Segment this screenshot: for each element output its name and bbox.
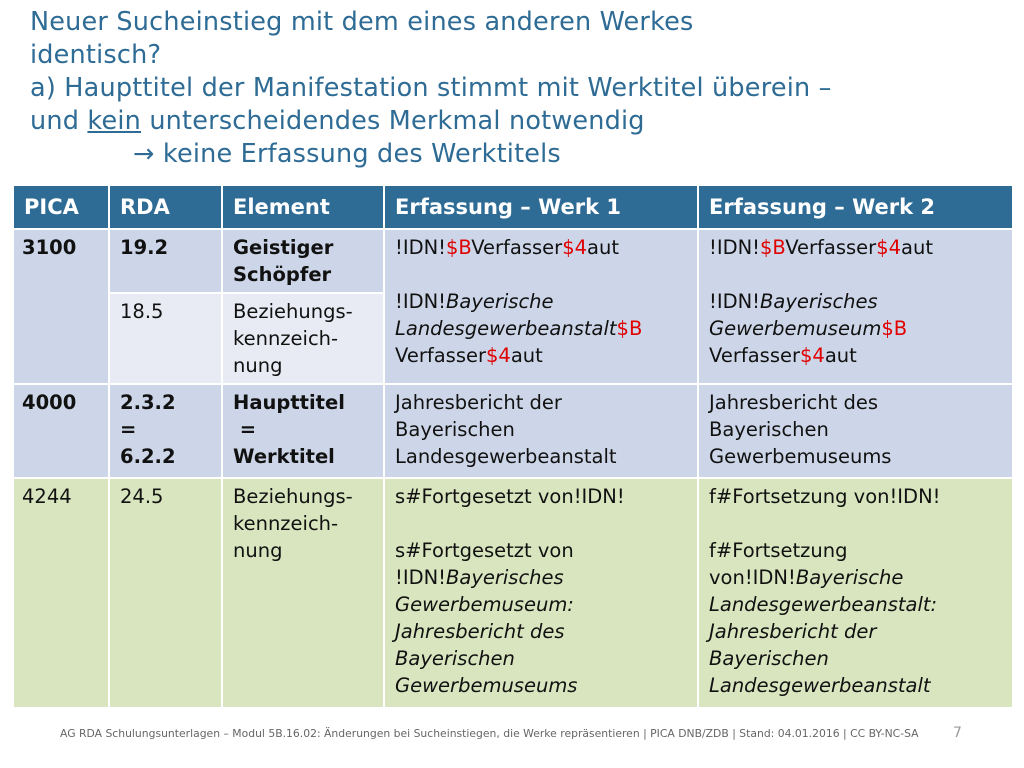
subfield-code: $B bbox=[760, 236, 786, 259]
werk1-field-a bbox=[395, 234, 687, 261]
element-line: = bbox=[233, 418, 257, 441]
cell-werk1-3100 bbox=[384, 229, 698, 384]
text-segment: Verfasser bbox=[395, 344, 486, 367]
text-segment: von!IDN! bbox=[709, 566, 796, 589]
header-werk1: Erfassung – Werk 1 bbox=[384, 185, 698, 229]
italic-segment: Bayerisches bbox=[760, 290, 878, 313]
table-row-3100 bbox=[13, 229, 1013, 293]
werk2-line: Jahresbericht des bbox=[709, 391, 879, 414]
cell-pica-4244: 4244 bbox=[13, 478, 109, 708]
spacer bbox=[709, 510, 1002, 537]
werk2-line: f#Fortsetzung bbox=[709, 539, 848, 562]
italic-line: Jahresbericht des bbox=[395, 620, 565, 643]
cell-rda-18-5: 18.5 bbox=[109, 293, 222, 384]
right-arrow-icon: → bbox=[133, 139, 155, 169]
italic-line: Bayerischen bbox=[395, 647, 515, 670]
header-pica: PICA bbox=[13, 185, 109, 229]
subfield-code: $4 bbox=[800, 344, 825, 367]
werk1-line: Jahresbericht der bbox=[395, 391, 562, 414]
text-segment: Verfasser bbox=[785, 236, 877, 259]
werk2-line: Bayerischen bbox=[709, 418, 829, 441]
element-line: Werktitel bbox=[233, 445, 335, 468]
text-segment: aut bbox=[824, 344, 857, 367]
subfield-code: $B bbox=[616, 317, 643, 340]
italic-segment: Bayerische bbox=[446, 290, 554, 313]
rda-line: 2.3.2 bbox=[120, 391, 176, 414]
spacer bbox=[709, 261, 1002, 288]
title-line-1: Neuer Sucheinstieg mit dem eines anderen Werkes bbox=[30, 7, 694, 37]
subfield-code: $4 bbox=[486, 344, 511, 367]
werk2-line: Gewerbemuseums bbox=[709, 445, 892, 468]
page-number: 7 bbox=[953, 725, 962, 741]
title-line-5-text: keine Erfassung des Werktitels bbox=[154, 139, 561, 169]
cell-werk2-3100 bbox=[698, 229, 1013, 384]
italic-line: Jahresbericht der bbox=[709, 620, 877, 643]
cell-rda-24-5: 24.5 bbox=[109, 478, 222, 708]
element-line: Haupttitel bbox=[233, 391, 345, 414]
werk1-line: s#Fortgesetzt von!IDN! bbox=[395, 485, 625, 508]
title-line-4-pre: und bbox=[30, 106, 88, 136]
element-line: Beziehungs- bbox=[233, 300, 353, 323]
text-segment: !IDN! bbox=[395, 290, 446, 313]
werk1-line: Landesgewerbeanstalt bbox=[395, 445, 617, 468]
element-line: Geistiger bbox=[233, 236, 334, 259]
cell-element-haupttitel bbox=[222, 384, 384, 478]
cell-werk1-4244 bbox=[384, 478, 698, 708]
werk2-field-b-l3 bbox=[709, 342, 1002, 369]
header-werk2: Erfassung – Werk 2 bbox=[698, 185, 1013, 229]
italic-line: Gewerbemuseums bbox=[395, 674, 578, 697]
text-segment: aut bbox=[901, 236, 933, 259]
italic-line: Landesgewerbeanstalt: bbox=[709, 593, 938, 616]
text-segment: !IDN! bbox=[709, 290, 760, 313]
werk1-line: s#Fortgesetzt von bbox=[395, 539, 574, 562]
werk2-field-a bbox=[709, 234, 1002, 261]
element-line: nung bbox=[233, 354, 283, 377]
werk1-field-b bbox=[395, 288, 687, 315]
element-line: Schöpfer bbox=[233, 263, 332, 286]
title-line-4-post: unterscheidendes Merkmal notwendig bbox=[141, 106, 645, 136]
table-row-4244 bbox=[13, 478, 1013, 708]
text-segment: !IDN! bbox=[709, 236, 760, 259]
text-segment: !IDN! bbox=[395, 236, 446, 259]
element-line: Beziehungs- bbox=[233, 485, 353, 508]
element-line: kennzeich- bbox=[233, 512, 339, 535]
text-segment: aut bbox=[587, 236, 619, 259]
table-header-row bbox=[13, 185, 1013, 229]
italic-line: Gewerbemuseum: bbox=[395, 593, 574, 616]
italic-segment: Bayerisches bbox=[446, 566, 564, 589]
header-rda: RDA bbox=[109, 185, 222, 229]
subfield-code: $4 bbox=[876, 236, 902, 259]
cell-rda-2-3-2 bbox=[109, 384, 222, 478]
element-line: nung bbox=[233, 539, 283, 562]
title-line-2: identisch? bbox=[30, 40, 162, 70]
text-segment: aut bbox=[510, 344, 543, 367]
italic-segment: Bayerische bbox=[795, 566, 904, 589]
cell-element-beziehungskennzeichnung-2 bbox=[222, 478, 384, 708]
spacer bbox=[395, 510, 687, 537]
title-line-5 bbox=[30, 138, 1010, 171]
cell-werk2-4000 bbox=[698, 384, 1013, 478]
werk1-field-b-l2 bbox=[395, 315, 687, 342]
werk1-field-b-l3 bbox=[395, 342, 687, 369]
cell-rda-19-2: 19.2 bbox=[109, 229, 222, 293]
subfield-code: $4 bbox=[562, 236, 588, 259]
slide-title bbox=[30, 6, 1010, 171]
italic-segment: Landesgewerbeanstalt bbox=[395, 317, 617, 340]
werk1-line: Bayerischen bbox=[395, 418, 515, 441]
rda-line: = bbox=[120, 418, 137, 441]
header-element: Element bbox=[222, 185, 384, 229]
subfield-code: $B bbox=[446, 236, 472, 259]
werk2-line bbox=[709, 564, 1002, 591]
cell-werk2-4244 bbox=[698, 478, 1013, 708]
italic-segment: Gewerbemuseum bbox=[709, 317, 882, 340]
werk2-field-b bbox=[709, 288, 1002, 315]
text-segment: Verfasser bbox=[709, 344, 800, 367]
italic-line: Bayerischen bbox=[709, 647, 829, 670]
italic-line: Landesgewerbeanstalt bbox=[709, 674, 931, 697]
werk2-line: f#Fortsetzung von!IDN! bbox=[709, 485, 941, 508]
werk2-field-b-l2 bbox=[709, 315, 1002, 342]
title-line-3: a) Haupttitel der Manifestation stimmt mit Werktitel überein – bbox=[30, 73, 832, 103]
comparison-table bbox=[12, 184, 1014, 709]
text-segment: !IDN! bbox=[395, 566, 446, 589]
werk1-line bbox=[395, 564, 687, 591]
title-emphasis-kein: kein bbox=[87, 106, 142, 136]
cell-werk1-4000 bbox=[384, 384, 698, 478]
element-line: kennzeich- bbox=[233, 327, 339, 350]
cell-element-beziehungskennzeichnung bbox=[222, 293, 384, 384]
slide-footer: AG RDA Schulungsunterlagen – Modul 5B.16.02: Änderungen bei Sucheinstiegen, die Werke repräsentieren | PICA DNB/ZDB | Stand: 04.01.2016 | CC BY-NC-SA bbox=[60, 727, 919, 740]
rda-line: 6.2.2 bbox=[120, 445, 176, 468]
title-line-4 bbox=[30, 105, 1010, 138]
table-row-4000 bbox=[13, 384, 1013, 478]
spacer bbox=[395, 261, 687, 288]
cell-pica-3100: 3100 bbox=[13, 229, 109, 384]
cell-element-geistiger-schoepfer bbox=[222, 229, 384, 293]
subfield-code: $B bbox=[881, 317, 908, 340]
text-segment: Verfasser bbox=[471, 236, 563, 259]
cell-pica-4000: 4000 bbox=[13, 384, 109, 478]
